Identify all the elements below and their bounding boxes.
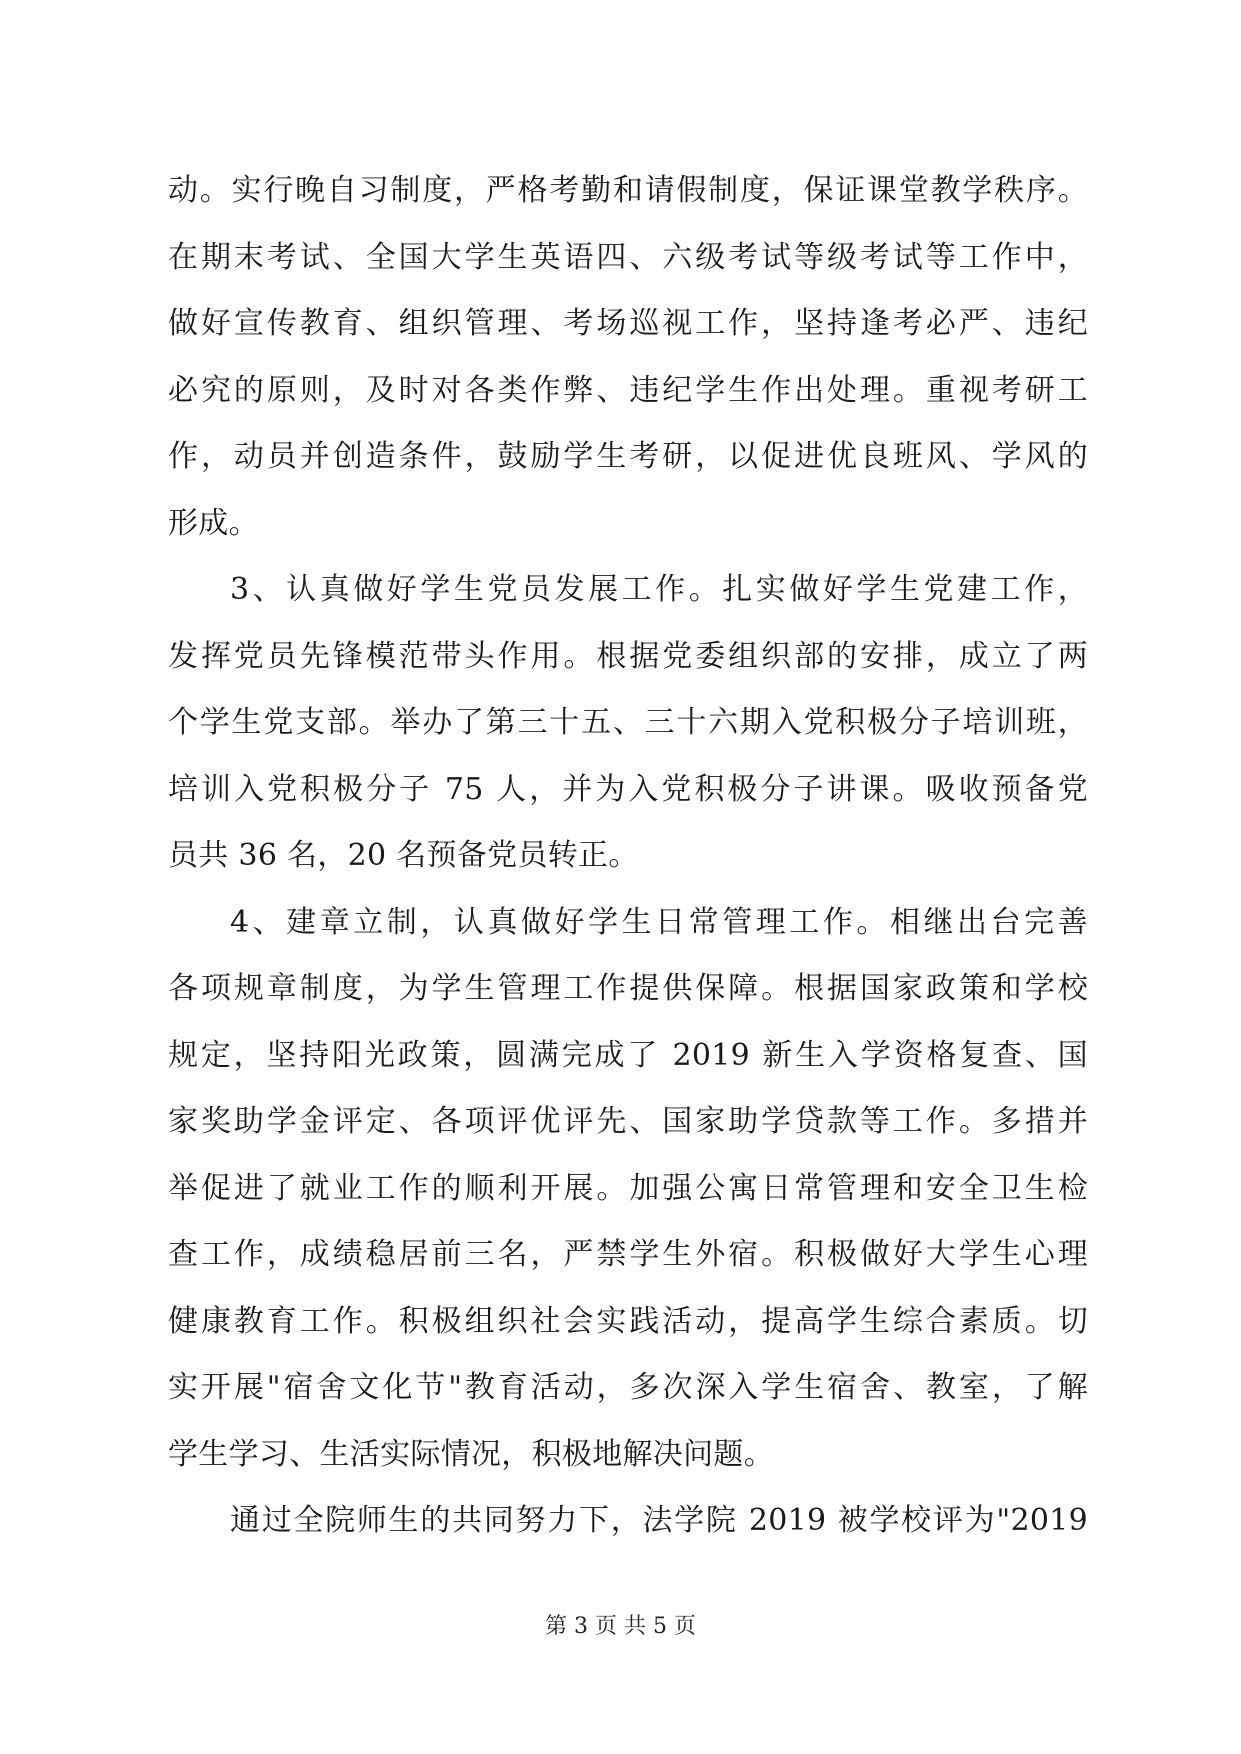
text-line: 作，动员并创造条件，鼓励学生考研，以促进优良班风、学风的 [168,439,1088,474]
text-line: 健康教育工作。积极组织社会实践活动，提高学生综合素质。切 [168,1303,1088,1339]
text-line: 培训入党积极分子 75 人，并为入党积极分子讲课。吸收预备党 [168,771,1088,807]
text-line: 在期末考试、全国大学生英语四、六级考试等级考试等工作中， [168,239,1088,275]
text-line: 规定，坚持阳光政策，圆满完成了 2019 新生入学资格复查、国 [168,1037,1088,1073]
text-line: 学生学习、生活实际情况，积极地解决问题。 [168,1436,774,1472]
page-footer: 第 3 页 共 5 页 [545,1614,696,1639]
text-line: 发挥党员先锋模范带头作用。根据党委组织部的安排，成立了两 [168,638,1088,674]
text-line: 实开展"宿舍文化节"教育活动，多次深入学生宿舍、教室，了解 [168,1370,1088,1405]
text-line: 4、建章立制，认真做好学生日常管理工作。相继出台完善 [230,904,1088,940]
text-line: 家奖助学金评定、各项评优评先、国家助学贷款等工作。多措并 [168,1104,1088,1139]
text-line: 做好宣传教育、组织管理、考场巡视工作，坚持逢考必严、违纪 [168,306,1088,341]
text-line: 员共 36 名，20 名预备党员转正。 [168,838,639,873]
text-line: 必究的原则，及时对各类作弊、违纪学生作出处理。重视考研工 [168,372,1088,408]
document-body [168,158,1088,1555]
text-line: 各项规章制度，为学生管理工作提供保障。根据国家政策和学校 [168,971,1088,1006]
text-line: 形成。 [168,505,259,541]
text-line: 通过全院师生的共同努力下，法学院 2019 被学校评为"2019 [230,1503,1088,1538]
text-line: 动。实行晚自习制度，严格考勤和请假制度，保证课堂教学秩序。 [168,173,1088,208]
text-line: 查工作，成绩稳居前三名，严禁学生外宿。积极做好大学生心理 [168,1237,1088,1272]
text-line: 举促进了就业工作的顺利开展。加强公寓日常管理和安全卫生检 [168,1170,1088,1206]
text-line: 3、认真做好学生党员发展工作。扎实做好学生党建工作， [230,572,1088,607]
text-line: 个学生党支部。举办了第三十五、三十六期入党积极分子培训班， [168,705,1088,740]
